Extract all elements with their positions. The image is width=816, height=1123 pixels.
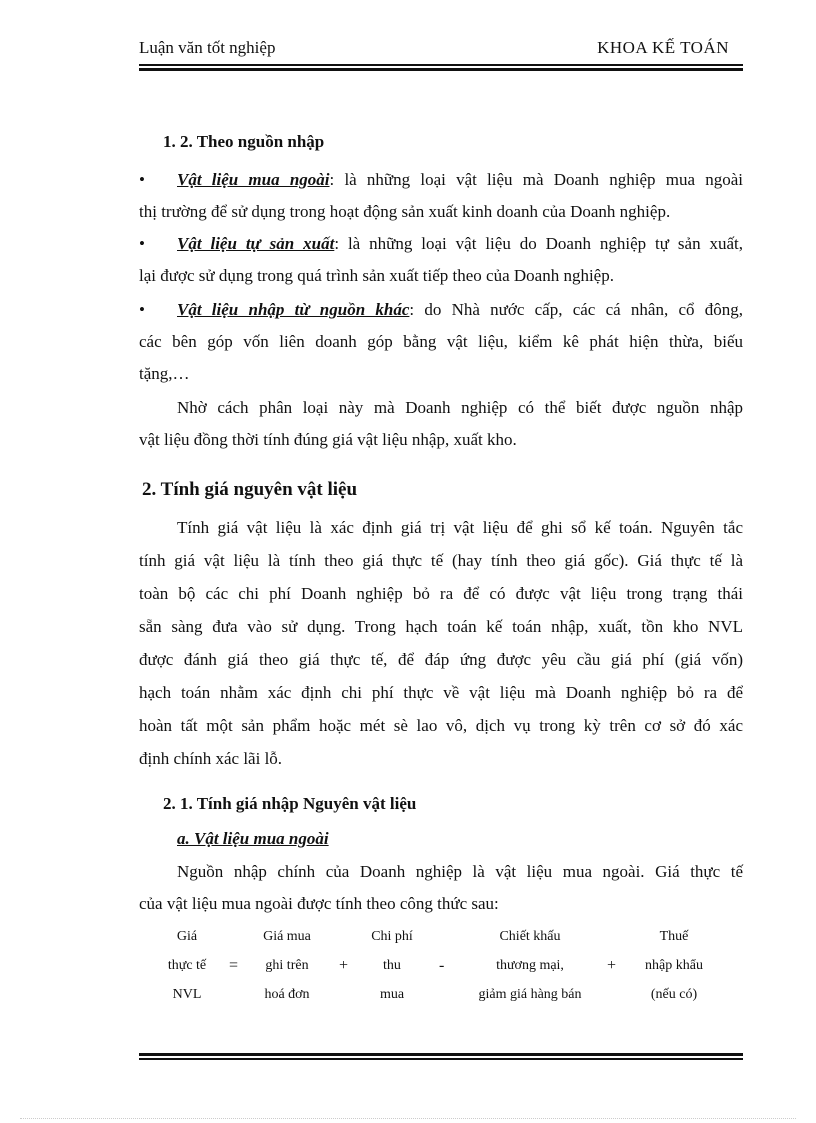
formula-text: thực tế <box>167 958 207 973</box>
formula-operator-equals: = <box>229 957 239 974</box>
page-bottom-dotted-edge <box>20 1118 796 1119</box>
bullet-3-line-3: tặng,… <box>139 364 190 383</box>
bullet-2-text: : là những loại vật liệu do Doanh nghiệp tự sản xuất, <box>334 234 743 253</box>
section-2-1-line-1: Nguồn nhập chính của Doanh nghiệp là vật liệu mua ngoài. Giá thực tế <box>177 862 743 881</box>
formula-text: (nếu có) <box>650 987 698 1002</box>
page-header <box>139 38 743 62</box>
section-2-line-4: sẵn sàng đưa vào sử dụng. Trong hạch toán kế toán nhập, xuất, tồn kho NVL <box>139 617 743 636</box>
purchase-price-formula <box>139 922 743 1012</box>
section-2-line-2: tính giá vật liệu là tính theo giá thực tế (hay tính theo giá gốc). Giá thực tế là <box>139 551 743 570</box>
formula-operator-plus: + <box>339 957 349 974</box>
header-rule-thick <box>139 68 743 71</box>
formula-term-import-tax <box>629 922 719 1009</box>
section-2-line-7: hoàn tất một sản phẩm hoặc mét sè lao vô, dịch vụ trong kỳ trên cơ sở đó xác <box>139 716 743 735</box>
footer-rule-thin <box>139 1058 743 1060</box>
bullet-icon: • <box>139 300 145 319</box>
section-2-1-subheading: a. Vật liệu mua ngoài <box>177 829 329 848</box>
bullet-2-term: Vật liệu tự sản xuất <box>177 234 335 253</box>
bullet-3-text: : do Nhà nước cấp, các cá nhân, cổ đông, <box>409 300 743 319</box>
bullet-1-line-1 <box>177 170 743 190</box>
formula-text: giảm giá hàng bán <box>478 987 582 1002</box>
formula-text: thương mại, <box>496 958 564 973</box>
formula-text: ghi trên <box>265 958 309 973</box>
formula-text: nhập khẩu <box>645 958 703 973</box>
formula-text: NVL <box>172 987 202 1002</box>
section-2-line-6: hạch toán nhằm xác định chi phí thực về vật liệu mà Doanh nghiệp bỏ ra để <box>139 683 743 702</box>
header-left-title: Luận văn tốt nghiệp <box>139 38 276 57</box>
bullet-icon: • <box>139 234 145 253</box>
bullet-1-line-2: thị trường để sử dụng trong hoạt động sản xuất kinh doanh của Doanh nghiệp. <box>139 202 671 221</box>
formula-text: Chi phí <box>371 929 413 944</box>
section-2-line-3: toàn bộ các chi phí Doanh nghiệp bỏ ra để có được vật liệu trong trạng thái <box>139 584 743 603</box>
bullet-1-text: : là những loại vật liệu mà Doanh nghiệp mua ngoài <box>329 170 743 189</box>
header-right-title: KHOA KẾ TOÁN <box>597 38 729 57</box>
section-1-2-heading: 1. 2. Theo nguồn nhập <box>163 132 325 151</box>
section-2-line-5: được đánh giá theo giá thực tế, để đáp ứng được yêu cầu giá phí (giá vốn) <box>139 650 743 669</box>
formula-operator-minus: - <box>439 957 445 974</box>
formula-term-invoice-price <box>251 922 323 1009</box>
formula-text: Giá mua <box>263 929 311 944</box>
formula-operator-plus: + <box>607 957 617 974</box>
formula-term-discount <box>457 922 603 1009</box>
bullet-icon: • <box>139 170 145 189</box>
formula-text: mua <box>379 987 405 1002</box>
bullet-3-line-2: các bên góp vốn liên doanh góp bằng vật liệu, kiểm kê phát hiện thừa, biếu <box>139 332 743 351</box>
bullet-3-line-1 <box>177 300 743 320</box>
footer-rule-thick <box>139 1053 743 1056</box>
formula-text: Giá <box>176 929 198 944</box>
formula-text: thu <box>383 958 401 973</box>
bullet-1-term: Vật liệu mua ngoài <box>177 170 330 189</box>
bullet-3-term: Vật liệu nhập từ nguồn khác <box>177 300 410 319</box>
section-2-1-heading: 2. 1. Tính giá nhập Nguyên vật liệu <box>163 794 417 813</box>
formula-term-purchase-cost <box>359 922 425 1009</box>
bullet-2-line-2: lại được sử dụng trong quá trình sản xuất tiếp theo của Doanh nghiệp. <box>139 266 614 285</box>
section-2-line-8: định chính xác lãi lỗ. <box>139 749 283 768</box>
header-rule-thin <box>139 64 743 66</box>
formula-text: Chiết khấu <box>499 929 561 944</box>
formula-text: Thuế <box>659 929 689 944</box>
formula-text: hoá đơn <box>264 987 310 1002</box>
bullet-2-line-1 <box>177 234 743 254</box>
section-2-1-line-2: của vật liệu mua ngoài được tính theo công thức sau: <box>139 894 499 913</box>
section-1-2-paragraph-line-2: vật liệu đồng thời tính đúng giá vật liệu nhập, xuất kho. <box>139 430 517 449</box>
section-2-heading: 2. Tính giá nguyên vật liệu <box>142 479 358 500</box>
section-1-2-paragraph-line-1: Nhờ cách phân loại này mà Doanh nghiệp có thể biết được nguồn nhập <box>177 398 743 417</box>
section-2-line-1: Tính giá vật liệu là xác định giá trị vật liệu để ghi sổ kế toán. Nguyên tắc <box>177 518 743 537</box>
formula-term-actual-price <box>151 922 223 1009</box>
